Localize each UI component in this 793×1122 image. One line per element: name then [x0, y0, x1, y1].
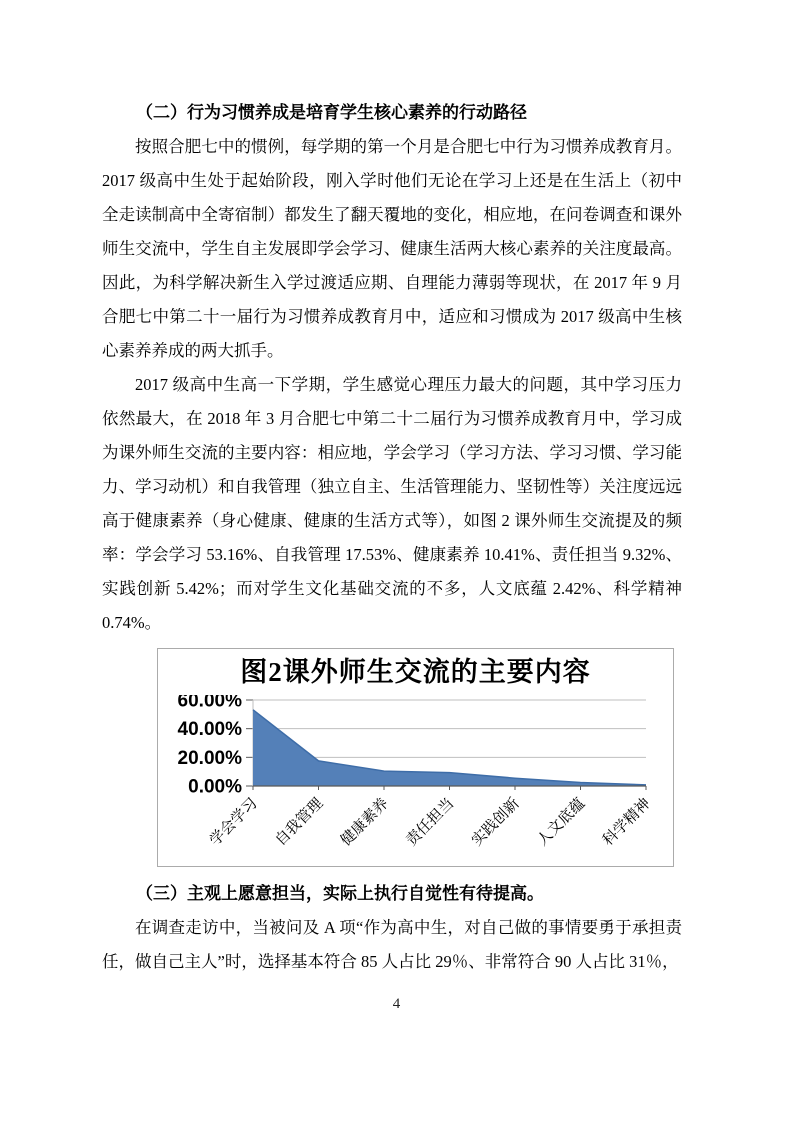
- y-axis-tick-label: 40.00%: [177, 719, 242, 741]
- x-axis-category-label: 科学精神: [599, 794, 654, 850]
- x-axis-category-label: 自我管理: [271, 794, 327, 850]
- chart-plot-area: [158, 695, 675, 866]
- y-axis-tick-label: 20.00%: [177, 747, 242, 769]
- document-body: [102, 96, 682, 979]
- area-series: [253, 710, 646, 786]
- chart-plot-svg: [158, 695, 675, 866]
- body-paragraph-2: 2017 级高中生高一下学期，学生感觉心理压力最大的问题，其中学习压力依然最大，在 2018 年 3 月合肥七中第二十二届行为习惯养成教育月中，学习成为课外师生交流的主要内容：相应地，学会学习（学习方法、学习习惯、学习能力、学习动机）和自我管理（独立自主、生活管理能力、坚韧性等）关注度远远高于健康素养（身心健康、健康的生活方式等），如图 2 课外师生交流提及的频率：学会学习 53.16%、自我管理 17.53%、健康素养 10.41%、责任担当 9.32%、实践创新 5.42%；而对学生文化基础交流的不多，人文底蕴 2.42%、科学精神 0.74%。: [102, 375, 682, 632]
- section-heading-2: （二）行为习惯养成是培育学生核心素养的行动路径: [136, 103, 527, 122]
- x-axis-category-label: 健康素养: [337, 794, 392, 850]
- x-axis-category-label: 学会学习: [206, 794, 261, 850]
- y-axis-tick-label: 0.00%: [188, 776, 242, 798]
- body-paragraph-3: 在调查走访中，当被问及 A 项“作为高中生，对自己做的事情要勇于承担责任，做自己主人”时，选择基本符合 85 人占比 29％、非常符合 90 人占比 31％，: [102, 918, 682, 971]
- chart-title: 图2课外师生交流的主要内容: [240, 657, 591, 687]
- figure2-area-chart: [157, 648, 674, 867]
- section-heading-3: （三）主观上愿意担当，实际上执行自觉性有待提高。: [136, 884, 544, 903]
- body-paragraph-1: 按照合肥七中的惯例，每学期的第一个月是合肥七中行为习惯养成教育月。2017 级高中生处于起始阶段，刚入学时他们无论在学习上还是在生活上（初中全走读制高中全寄宿制）都发生了翻天覆地的变化，相应地，在问卷调查和课外师生交流中，学生自主发展即学会学习、健康生活两大核心素养的关注度最高。因此，为科学解决新生入学过渡适应期、自理能力薄弱等现状，在 2017 年 9 月合肥七中第二十一届行为习惯养成教育月中，适应和习惯成为 2017 级高中生核心素养养成的两大抓手。: [102, 137, 682, 360]
- x-axis-category-label: 实践创新: [468, 794, 523, 850]
- x-axis-category-label: 人文底蕴: [533, 794, 589, 850]
- page-number: 4: [392, 996, 401, 1012]
- y-axis-tick-label: 60.00%: [177, 695, 242, 712]
- x-axis-category-label: 责任担当: [402, 794, 458, 850]
